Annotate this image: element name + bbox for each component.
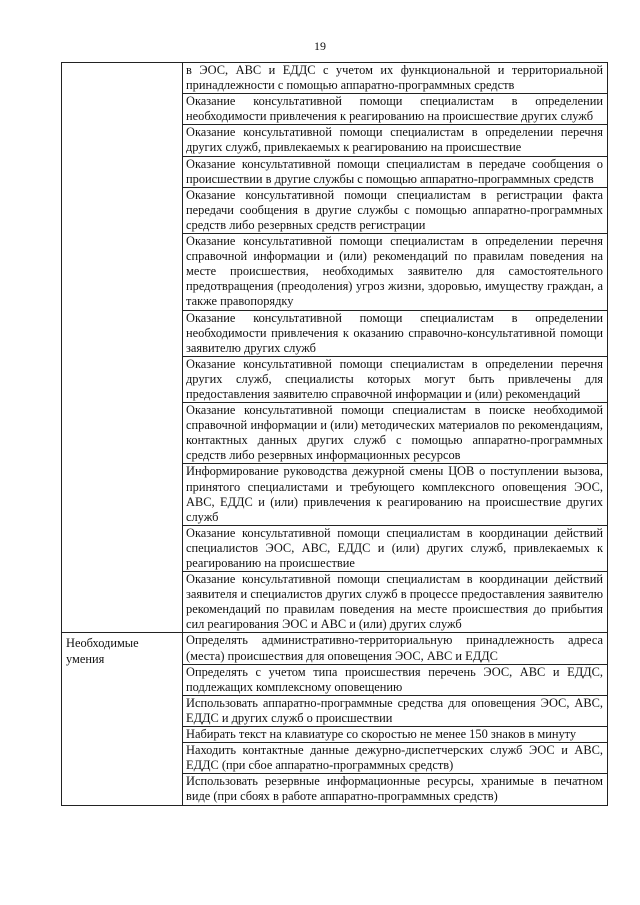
cell-text: Оказание консультативной помощи специалистам в определении перечня других служб, привлекаемых к реагированию на происшествие <box>186 125 603 155</box>
cell-text: в ЭОС, АВС и ЕДДС с учетом их функциональной и территориальной принадлежности с помощью аппаратно-программных средств <box>186 63 603 93</box>
cell-text: Оказание консультативной помощи специалистам в определении перечня справочной информации и (или) рекомендаций по правилам поведения на месте происшествия, необходимых заявителю для самостоятельного предотвращения (преодоления) угроз жизни, здоровью, имуществу граждан, а также правопорядку <box>186 234 603 309</box>
cell-text: Использовать резервные информационные ресурсы, хранимые в печатном виде (при сбоях в работе аппаратно-программных средств) <box>186 774 603 804</box>
table-cell <box>183 94 608 125</box>
table-cell <box>183 572 608 633</box>
cell-text: Находить контактные данные дежурно-диспетчерских служб ЭОС и АВС, ЕДДС (при сбое аппаратно-программных средств) <box>186 743 603 773</box>
cell-text: Набирать текст на клавиатуре со скоростью не менее 150 знаков в минуту <box>186 727 577 742</box>
table-row <box>62 633 608 664</box>
cell-text: Информирование руководства дежурной смены ЦОВ о поступлении вызова, принятого специалистами и требующего комплексного оповещения ЭОС, АВС, ЕДДС и (или) привлечения к реагированию на происшествие других служб <box>186 464 603 524</box>
skills-label: Необходимые умения <box>66 636 139 666</box>
cell-text: Оказание консультативной помощи специалистам в поиске необходимой справочной информации и (или) методических материалов по рекомендациям, контактных данных других служб с помощью аппаратно-программных средств либо резервных информационных ресурсов <box>186 403 603 463</box>
table-cell <box>183 234 608 310</box>
cell-text: Определять с учетом типа происшествия перечень ЭОС, АВС и ЕДДС, подлежащих комплексному оповещению <box>186 664 603 694</box>
table-cell <box>183 187 608 233</box>
cell-text: Оказание консультативной помощи специалистам в определении необходимости привлечения к реагированию на происшествие других служб <box>186 94 603 124</box>
cell-text: Оказание консультативной помощи специалистам в определении перечня других служб, специалисты которых могут быть привлечены для предоставления заявителю справочной информации и (или) рекомендаций <box>186 356 603 401</box>
cell-text: Оказание консультативной помощи специалистам в координации действий специалистов ЭОС, АВС, ЕДДС и (или) других служб, привлекаемых к реагированию на происшествие <box>186 525 603 570</box>
table-cell <box>183 125 608 156</box>
table-cell <box>183 310 608 356</box>
cell-text: Оказание консультативной помощи специалистам в передаче сообщения о происшествии в другие службы с помощью аппаратно-программных средств <box>186 156 603 186</box>
cell-text: Оказание консультативной помощи специалистам в определении необходимости привлечения к оказанию справочно-консультативной помощи заявителю других служб <box>186 310 603 355</box>
table-cell <box>183 774 608 805</box>
table-row <box>62 63 608 94</box>
cell-text: Использовать аппаратно-программные средства для оповещения ЭОС, АВС, ЕДДС и других служб о происшествии <box>186 695 603 725</box>
competency-table <box>61 62 608 806</box>
skills-label-cell <box>62 633 183 805</box>
table-cell <box>183 743 608 774</box>
table-cell <box>183 525 608 571</box>
table-cell <box>183 664 608 695</box>
table-cell <box>183 156 608 187</box>
table-cell <box>183 633 608 664</box>
table-cell <box>183 727 608 743</box>
table-cell <box>183 63 608 94</box>
table-cell <box>183 464 608 525</box>
cell-text: Оказание консультативной помощи специалистам в регистрации факта передачи сообщения в другие службы с помощью аппаратно-программных средств либо резервных средств регистрации <box>186 187 603 232</box>
table-left-cell-empty <box>62 63 183 633</box>
cell-text: Оказание консультативной помощи специалистам в координации действий заявителя и специалистов других служб в процессе предоставления заявителю рекомендаций по правилам поведения на месте происшествия до прибытия сил реагирования ЭОС и АВС и (или) других служб <box>186 572 603 632</box>
table-cell <box>183 403 608 464</box>
cell-text: Определять административно-территориальную принадлежность адреса (места) происшествия для оповещения ЭОС, АВС и ЕДДС <box>186 633 603 663</box>
page-number: 19 <box>314 39 326 53</box>
table-cell <box>183 695 608 726</box>
table-cell <box>183 356 608 402</box>
